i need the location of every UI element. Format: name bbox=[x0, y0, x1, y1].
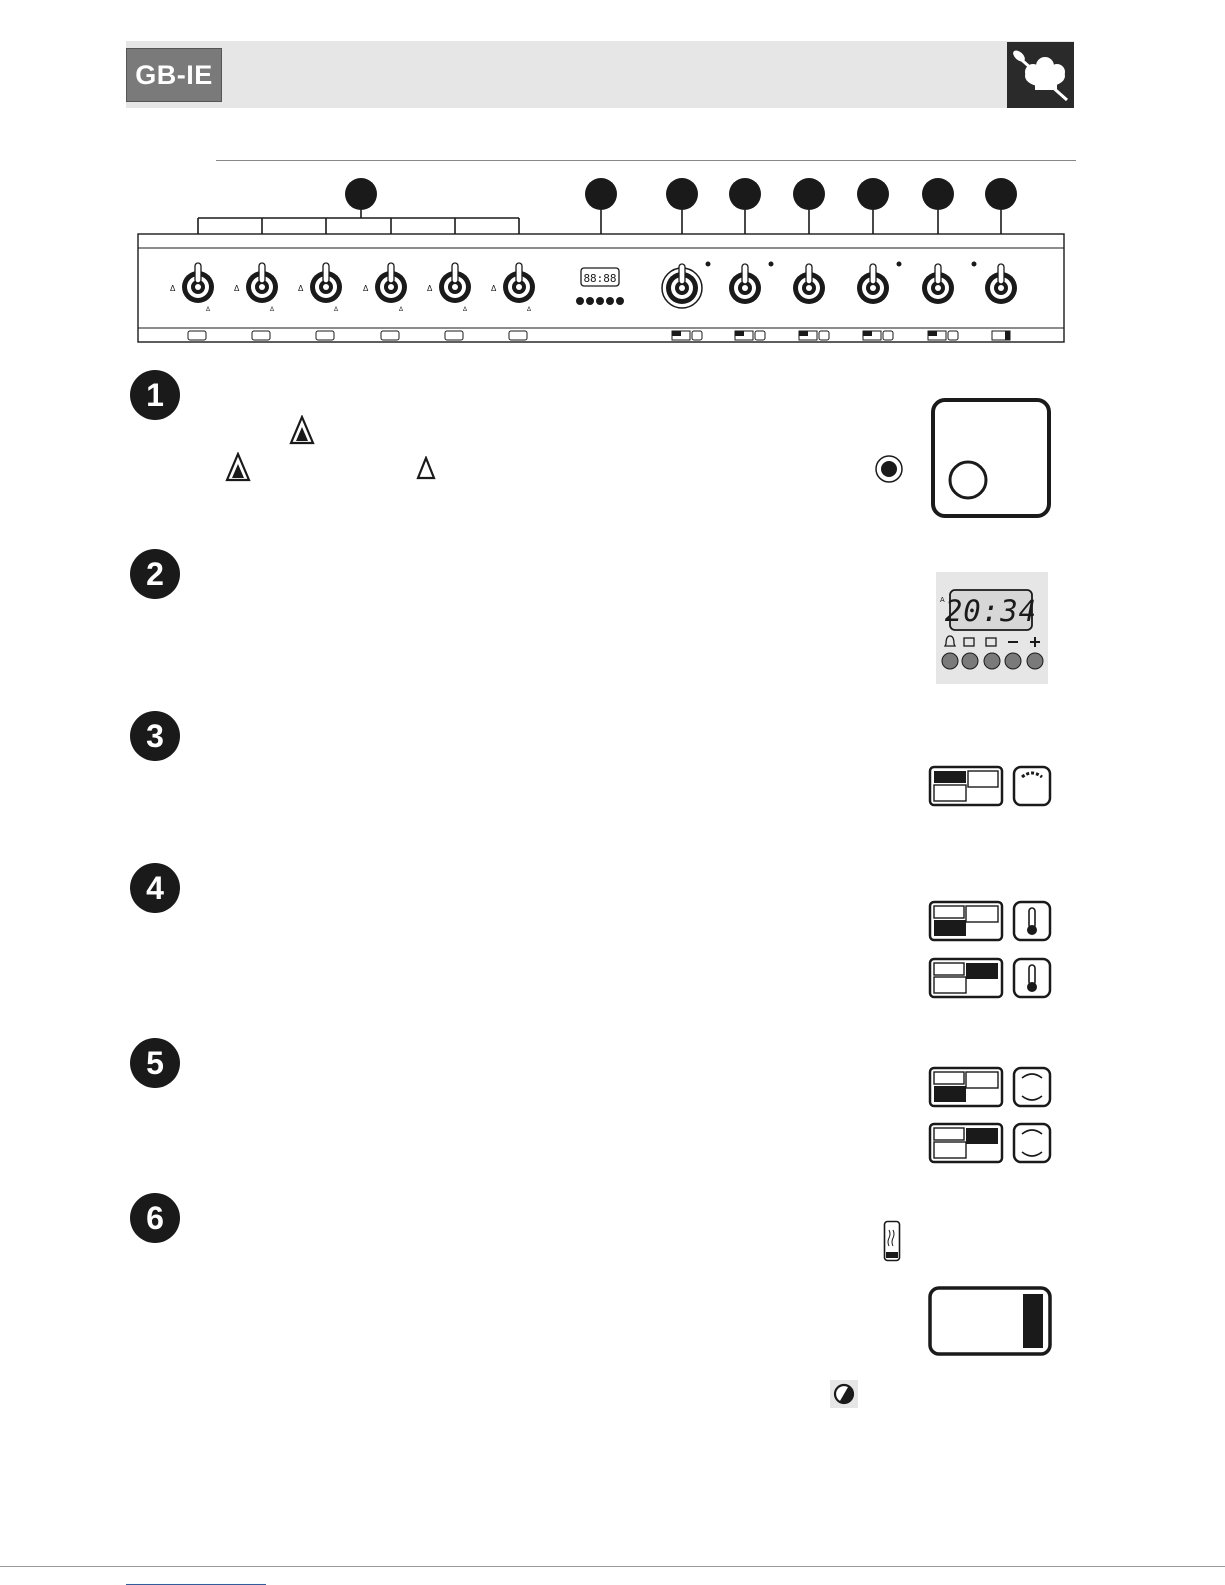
svg-text:A: A bbox=[940, 597, 945, 604]
section-number-4: 4 bbox=[130, 863, 180, 913]
svg-text:Δ: Δ bbox=[334, 307, 339, 313]
svg-text:Δ: Δ bbox=[527, 307, 532, 313]
oven-function-icon-2 bbox=[928, 1122, 1054, 1164]
header-band bbox=[126, 41, 1074, 108]
svg-text:88:88: 88:88 bbox=[583, 272, 617, 285]
callout-dot-5 bbox=[793, 178, 825, 210]
pilot-light-icon bbox=[830, 1380, 858, 1408]
oven-thermostat-icon bbox=[928, 900, 1054, 942]
section-number-6: 6 bbox=[130, 1193, 180, 1243]
clock-time: 20:34 bbox=[944, 594, 1038, 628]
oven-function-icon bbox=[928, 1066, 1054, 1108]
svg-text:Δ: Δ bbox=[491, 284, 497, 293]
svg-text:Δ: Δ bbox=[363, 284, 369, 293]
section-number-5: 5 bbox=[130, 1038, 180, 1088]
large-flame-icon bbox=[289, 415, 315, 445]
callout-dot-6 bbox=[857, 178, 889, 210]
svg-text:Δ: Δ bbox=[427, 284, 433, 293]
panel-clock bbox=[576, 268, 624, 305]
oven-thermostat-icon-2 bbox=[928, 957, 1054, 999]
control-panel-diagram bbox=[130, 172, 1070, 348]
svg-text:Δ: Δ bbox=[298, 284, 304, 293]
left-oven-grill-icon bbox=[928, 765, 1054, 807]
chef-hat-spoon-icon bbox=[1007, 42, 1074, 108]
bottom-rule bbox=[0, 1566, 1225, 1567]
section-number-1: 1 bbox=[130, 370, 180, 420]
large-flame-icon-2 bbox=[225, 452, 251, 482]
svg-text:Δ: Δ bbox=[463, 307, 468, 313]
svg-text:Δ: Δ bbox=[206, 307, 211, 313]
digital-clock-icon bbox=[936, 572, 1048, 684]
svg-text:Δ: Δ bbox=[170, 284, 176, 293]
callout-dot-4 bbox=[729, 178, 761, 210]
section-number-2: 2 bbox=[130, 549, 180, 599]
callout-dot-1 bbox=[345, 178, 377, 210]
svg-text:Δ: Δ bbox=[234, 284, 240, 293]
callout-dot-8 bbox=[985, 178, 1017, 210]
language-badge: GB-IE bbox=[126, 48, 222, 102]
callout-dot-3 bbox=[666, 178, 698, 210]
section-number-3: 3 bbox=[130, 711, 180, 761]
warming-drawer-icon bbox=[883, 1220, 901, 1262]
knob-dot-icon bbox=[873, 453, 905, 485]
svg-text:Δ: Δ bbox=[270, 307, 275, 313]
callout-dot-2 bbox=[585, 178, 617, 210]
burner-knob-icon bbox=[930, 397, 1052, 519]
small-flame-icon bbox=[416, 456, 436, 480]
top-rule bbox=[216, 160, 1076, 161]
callout-dot-7 bbox=[922, 178, 954, 210]
svg-text:Δ: Δ bbox=[399, 307, 404, 313]
warming-drawer-switch-icon bbox=[928, 1286, 1052, 1356]
